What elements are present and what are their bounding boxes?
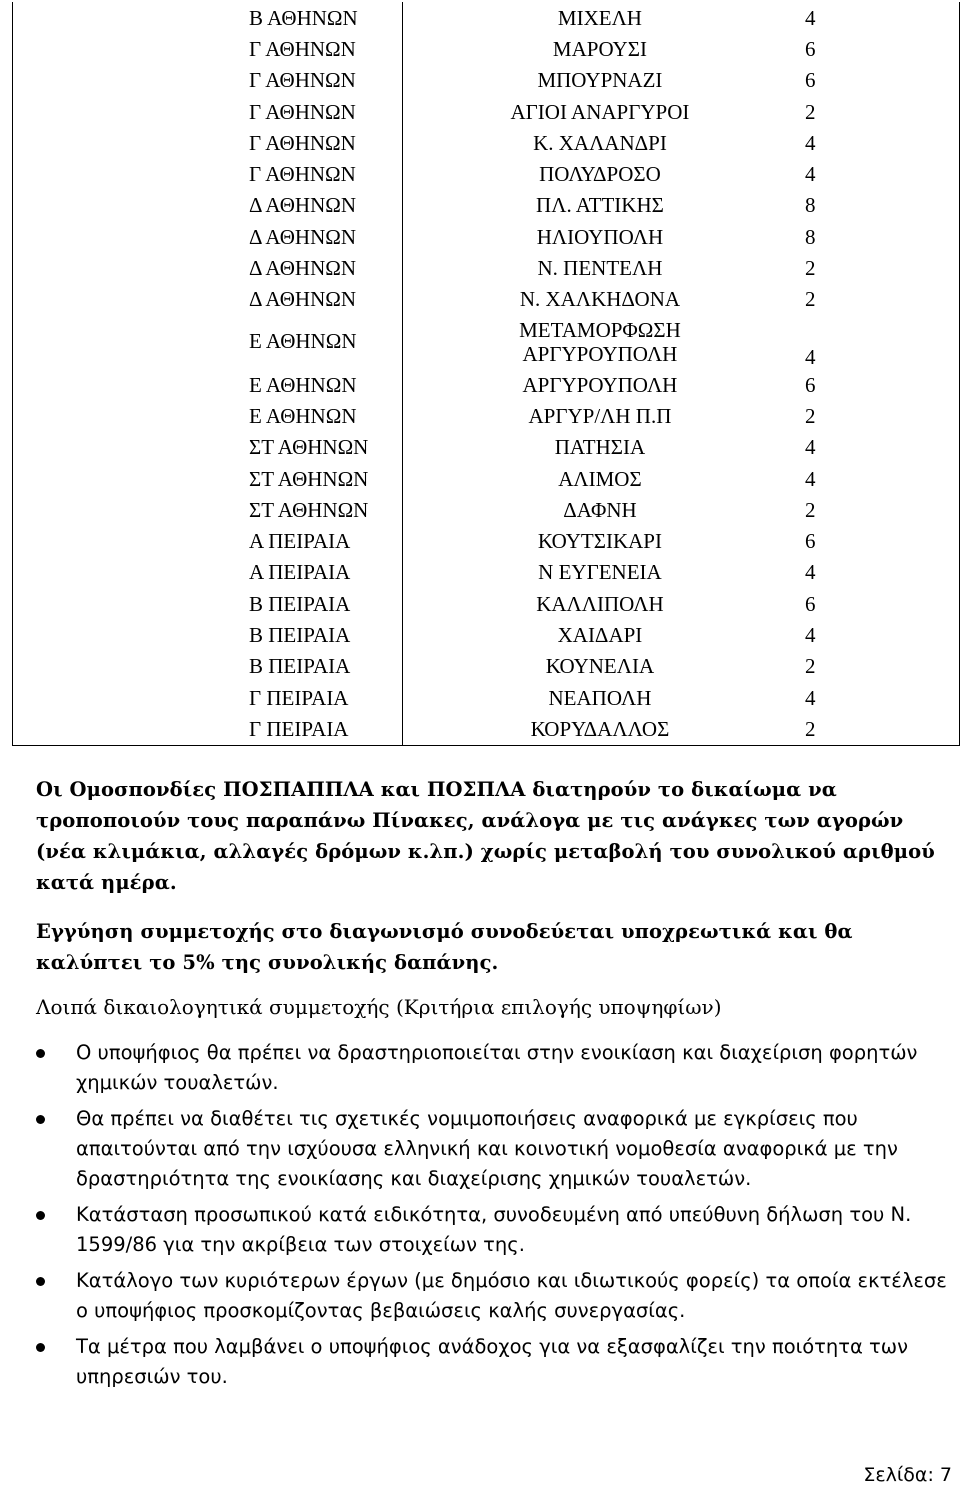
area-cell: ΑΡΓΥΡ/ΛΗ Π.Π — [528, 403, 672, 428]
district-cell: Α ΠΕΙΡΑΙΑ — [13, 525, 403, 556]
list-item — [36, 1104, 956, 1194]
district-cell: ΣΤ ΑΘΗΝΩΝ — [13, 432, 403, 463]
bullet-icon — [36, 1277, 45, 1286]
count-cell: 4 — [797, 463, 959, 494]
requirement-text: Ο υποψήφιος θα πρέπει να δραστηριοποιείται στην ενοικίαση και διαχείριση φορητών χημικών τουαλετών. — [76, 1041, 918, 1094]
district-cell: Ε ΑΘΗΝΩΝ — [13, 400, 403, 431]
area-cell: ΝΕΑΠΟΛΗ — [548, 685, 652, 710]
district-cell: Γ ΑΘΗΝΩΝ — [13, 33, 403, 64]
table-row — [13, 96, 960, 127]
count-cell: 6 — [797, 65, 959, 96]
page-number: Σελίδα: 7 — [863, 1464, 952, 1486]
district-cell: Ε ΑΘΗΝΩΝ — [13, 369, 403, 400]
area-cell: ΜΙΧΕΛΗ — [557, 5, 642, 30]
table-row — [13, 158, 960, 189]
district-cell: Β ΠΕΙΡΑΙΑ — [13, 619, 403, 650]
district-cell: Β ΠΕΙΡΑΙΑ — [13, 651, 403, 682]
area-cell: ΑΓΙΟΙ ΑΝΑΡΓΥΡΟΙ — [510, 99, 690, 124]
area-cell: ΚΑΛΛΙΠΟΛΗ — [536, 591, 664, 616]
table-row — [13, 221, 960, 252]
count-cell: 4 — [797, 127, 959, 158]
count-cell: 4 — [797, 158, 959, 189]
count-cell: 4 — [797, 2, 959, 33]
area-cell: ΑΛΙΜΟΣ — [558, 466, 642, 491]
count-cell: 2 — [797, 713, 959, 745]
district-cell: Γ ΠΕΙΡΑΙΑ — [13, 713, 403, 745]
table-row — [13, 369, 960, 400]
table-row — [13, 494, 960, 525]
table-row — [13, 463, 960, 494]
requirement-text: Κατάσταση προσωπικού κατά ειδικότητα, συνοδευμένη από υπεύθυνη δήλωση του Ν. 1599/86 για την ακρίβεια των στοιχείων της. — [76, 1203, 912, 1256]
table-row — [13, 682, 960, 713]
count-cell: 2 — [797, 494, 959, 525]
area-cell: ΚΟΡΥΔΑΛΛΟΣ — [402, 713, 797, 745]
area-cell: ΚΟΥΝΕΛΙΑ — [545, 654, 655, 679]
list-item — [36, 1200, 956, 1260]
table-row — [13, 33, 960, 64]
count-cell: 2 — [797, 284, 959, 315]
district-cell: Δ ΑΘΗΝΩΝ — [13, 252, 403, 283]
table-row — [13, 400, 960, 431]
district-cell: Γ ΑΘΗΝΩΝ — [13, 158, 403, 189]
table-row — [13, 557, 960, 588]
table-row — [13, 619, 960, 650]
table-row — [13, 432, 960, 463]
count-cell: 6 — [797, 33, 959, 64]
table-row — [13, 65, 960, 96]
area-cell: ΑΡΓΥΡΟΥΠΟΛΗ — [522, 372, 678, 397]
table-row — [13, 588, 960, 619]
bullet-icon — [36, 1211, 45, 1220]
district-cell: Ε ΑΘΗΝΩΝ — [13, 315, 403, 369]
area-cell: ΚΟΥΤΣΙΚΑΡΙ — [537, 529, 662, 554]
other-documents-heading: Λοιπά δικαιολογητικά συμμετοχής (Κριτήρια επιλογής υποψηφίων) — [36, 995, 722, 1019]
list-item — [36, 1332, 956, 1392]
table-row — [13, 315, 960, 369]
count-cell: 2 — [797, 96, 959, 127]
table-row — [13, 2, 960, 33]
table-row — [13, 127, 960, 158]
count-cell: 4 — [797, 432, 959, 463]
guarantee-note: Εγγύηση συμμετοχής στο διαγωνισμό συνοδεύεται υποχρεωτικά και θα καλύπτει το 5% της συνολικής δαπάνης. — [36, 920, 853, 974]
district-cell: Γ ΑΘΗΝΩΝ — [13, 127, 403, 158]
area-cell: ΧΑΙΔΑΡΙ — [557, 622, 643, 647]
federations-note: Οι Ομοσπονδίες ΠΟΣΠΑΠΠΛΑ και ΠΟΣΠΛΑ διατηρούν το δικαίωμα να τροποποιούν τους παραπάνω Πίνακες, ανάλογα με τις ανάγκες των αγορών (νέα κλιμάκια, αλλαγές δρόμων κ.λπ.) χωρίς μεταβολή του συνολικού αριθμού κατά ημέρα. — [36, 778, 935, 894]
distribution-table-wrapper — [12, 2, 960, 746]
district-cell: Α ΠΕΙΡΑΙΑ — [13, 557, 403, 588]
count-cell: 2 — [797, 400, 959, 431]
table-row — [13, 190, 960, 221]
count-cell: 6 — [797, 588, 959, 619]
district-cell: Δ ΑΘΗΝΩΝ — [13, 284, 403, 315]
count-cell: 4 — [797, 557, 959, 588]
count-cell: 4 — [797, 682, 959, 713]
count-cell: 6 — [797, 369, 959, 400]
requirement-text: Τα μέτρα που λαμβάνει ο υποψήφιος ανάδοχος για να εξασφαλίζει την ποιότητα των υπηρεσιών του. — [76, 1335, 909, 1388]
table-row — [13, 651, 960, 682]
area-cell: ΠΟΛΥΔΡΟΣΟ — [539, 162, 661, 187]
requirement-text: Θα πρέπει να διαθέτει τις σχετικές νομιμοποιήσεις αναφορικά με εγκρίσεις που απαιτούνται από την ισχύουσα ελληνική και κοινοτική νομοθεσία αναφορικά με την δραστηριότητα της ενοικίασης και διαχείρισης χημικών τουαλετών. — [76, 1107, 898, 1190]
area-cell: Ν ΕΥΓΕΝΕΙΑ — [538, 560, 662, 585]
area-cell: Κ. ΧΑΛΑΝΔΡΙ — [533, 130, 667, 155]
requirement-text: Κατάλογο των κυριότερων έργων (με δημόσιο και ιδιωτικούς φορείς) τα οποία εκτέλεσε ο υποψήφιος προσκομίζοντας βεβαιώσεις καλής συνεργασίας. — [76, 1269, 947, 1322]
district-cell: Β ΠΕΙΡΑΙΑ — [13, 588, 403, 619]
area-cell: Ν. ΧΑΛΚΗΔΟΝΑ — [519, 287, 681, 312]
table-row — [13, 284, 960, 315]
district-cell: Β ΑΘΗΝΩΝ — [13, 2, 403, 33]
area-cell: ΗΛΙΟΥΠΟΛΗ — [536, 224, 664, 249]
area-cell: ΜΠΟΥΡΝΑΖΙ — [537, 68, 663, 93]
table-row — [13, 713, 960, 745]
count-cell: 4 — [797, 315, 959, 369]
requirements-list — [36, 1038, 956, 1398]
table-row — [13, 525, 960, 556]
count-cell: 8 — [797, 190, 959, 221]
district-cell: ΣΤ ΑΘΗΝΩΝ — [13, 494, 403, 525]
area-cell: ΠΛ. ΑΤΤΙΚΗΣ — [536, 193, 664, 218]
area-cell: ΜΕΤΑΜΟΡΦΩΣΗ ΑΡΓΥΡΟΥΠΟΛΗ — [519, 317, 681, 366]
list-item — [36, 1038, 956, 1098]
district-cell: Δ ΑΘΗΝΩΝ — [13, 190, 403, 221]
list-item — [36, 1266, 956, 1326]
count-cell: 2 — [797, 252, 959, 283]
table-row — [13, 252, 960, 283]
district-cell: Γ ΑΘΗΝΩΝ — [13, 96, 403, 127]
bullet-icon — [36, 1343, 45, 1352]
area-cell: Ν. ΠΕΝΤΕΛΗ — [537, 256, 663, 281]
count-cell: 2 — [797, 651, 959, 682]
area-cell: ΔΑΦΝΗ — [563, 497, 637, 522]
district-cell: Γ ΑΘΗΝΩΝ — [13, 65, 403, 96]
distribution-table — [12, 2, 960, 746]
district-cell: ΣΤ ΑΘΗΝΩΝ — [13, 463, 403, 494]
area-cell: ΜΑΡΟΥΣΙ — [552, 36, 647, 61]
count-cell: 6 — [797, 525, 959, 556]
bullet-icon — [36, 1049, 45, 1058]
area-cell: ΠΑΤΗΣΙΑ — [554, 435, 646, 460]
bullet-icon — [36, 1115, 45, 1124]
count-cell: 4 — [797, 619, 959, 650]
district-cell: Γ ΠΕΙΡΑΙΑ — [13, 682, 403, 713]
count-cell: 8 — [797, 221, 959, 252]
district-cell: Δ ΑΘΗΝΩΝ — [13, 221, 403, 252]
